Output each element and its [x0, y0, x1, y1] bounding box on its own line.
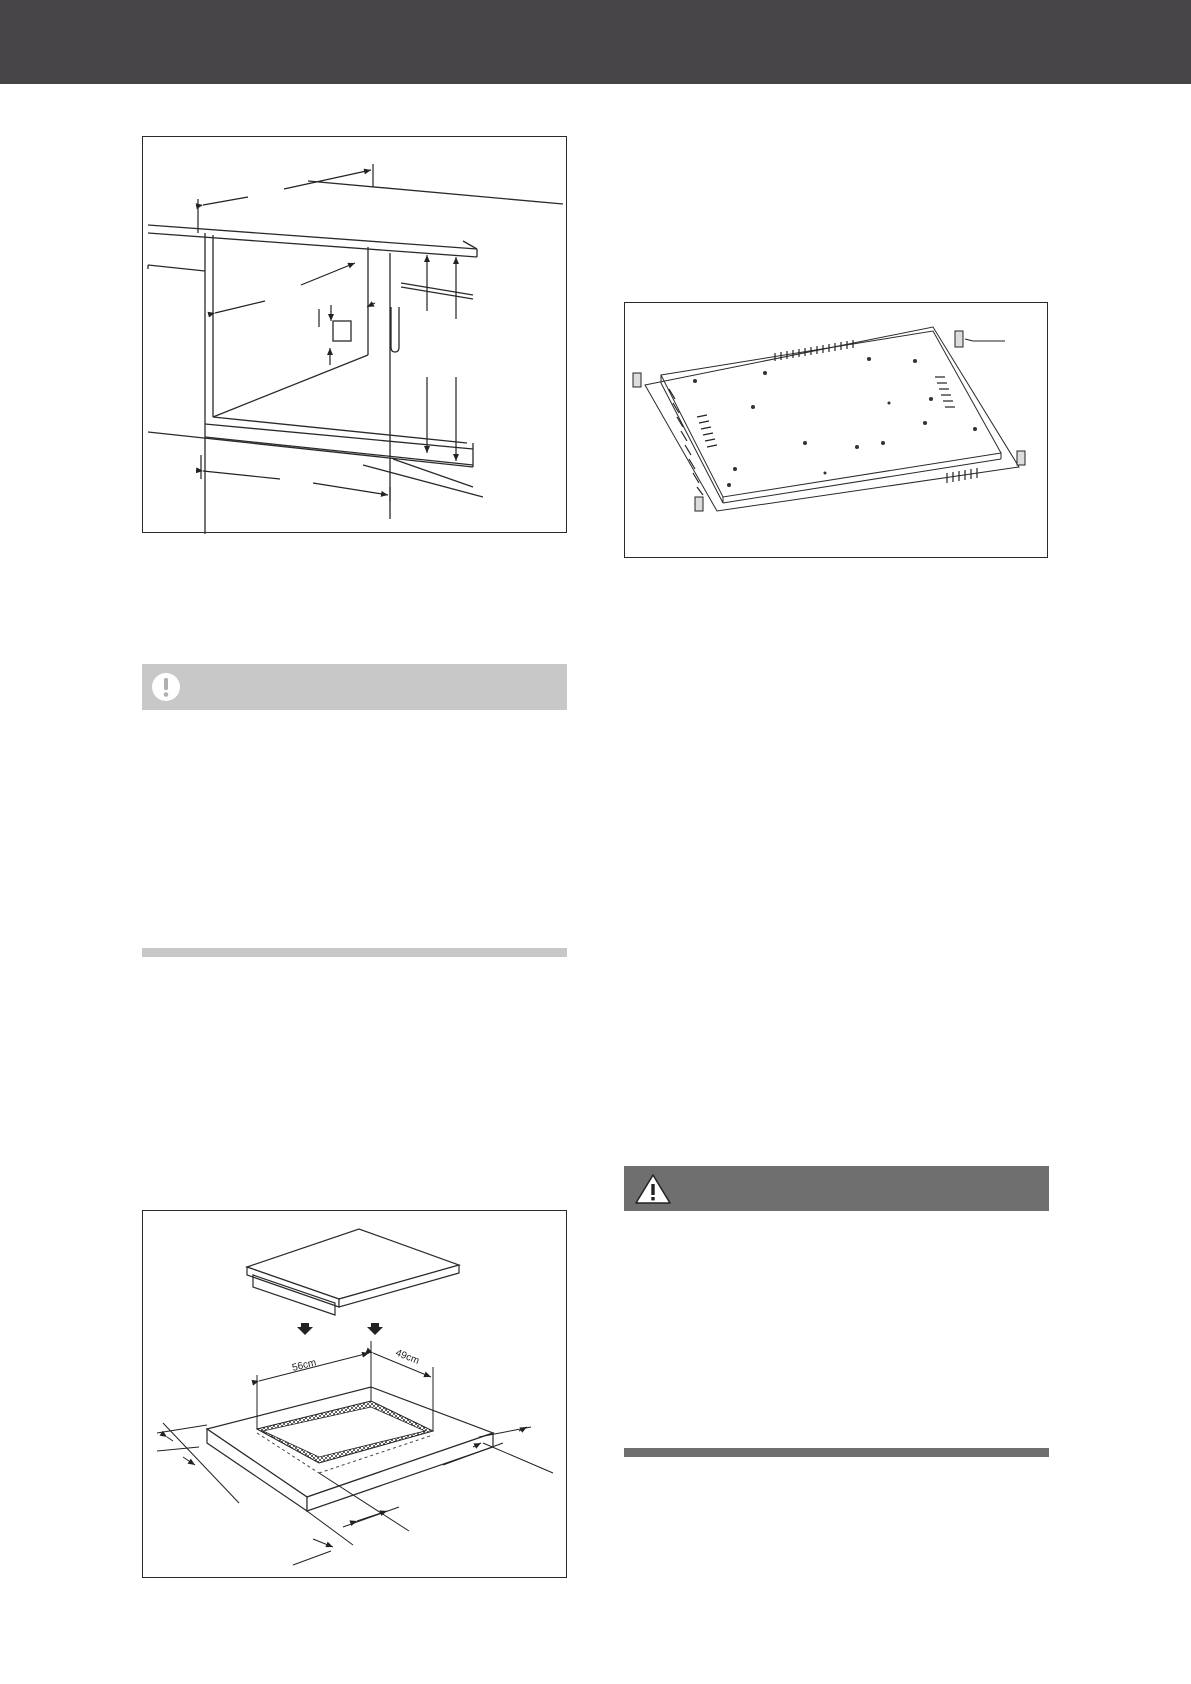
cabinet-dimension-diagram [143, 137, 568, 534]
cutout-width-label: 56cm [291, 1357, 318, 1374]
warning-bar [624, 1166, 1049, 1211]
hob-underside-brackets-diagram [625, 303, 1049, 559]
section-divider-right [624, 1448, 1049, 1457]
cabinet-dimension-figure [142, 136, 567, 533]
warning-triangle-icon [634, 1173, 672, 1205]
note-bar [142, 664, 567, 710]
header-bar [0, 0, 1191, 84]
section-divider-left [142, 948, 567, 957]
hob-underside-figure [624, 302, 1048, 558]
exclamation-circle-icon [150, 671, 182, 703]
cutout-depth-label: 49cm [393, 1347, 421, 1367]
worktop-cutout-diagram [143, 1211, 568, 1579]
worktop-cutout-figure [142, 1210, 567, 1578]
